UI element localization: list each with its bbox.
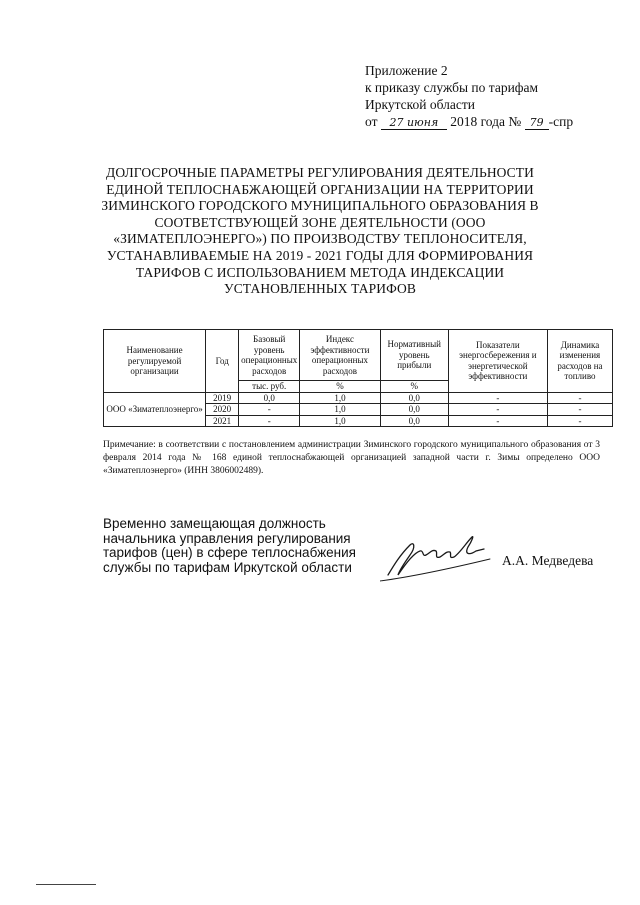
cell-year: 2021	[206, 415, 239, 427]
appendix-date-line	[365, 113, 573, 130]
cell-energy: -	[448, 415, 547, 427]
cell-base: -	[239, 415, 300, 427]
header-org: Наименование регулируемой организации	[104, 330, 206, 393]
signature-image	[380, 525, 500, 585]
signer-position: Временно замещающая должность начальника управления регулирования тарифов (цен) в сфере теплоснабжения службы по тарифам Иркутской области	[103, 516, 356, 575]
table-row	[104, 392, 613, 404]
cell-base: -	[239, 404, 300, 416]
appendix-suffix: -спр	[548, 114, 574, 129]
signer-name: А.А. Медведева	[502, 553, 594, 568]
org-name-cell: ООО «Зиматеплоэнерго»	[104, 392, 206, 427]
handwritten-order-number: 79	[525, 117, 549, 130]
unit-profit: %	[380, 381, 448, 393]
signature-stroke	[388, 537, 484, 575]
handwritten-date: 27 июня	[381, 117, 447, 130]
unit-base: тыс. руб.	[239, 381, 300, 393]
header-index: Индекс эффективности операционных расходов	[300, 330, 381, 381]
appendix-prefix: от	[365, 114, 378, 129]
header-year: Год	[206, 330, 239, 393]
appendix-order-ref: к приказу службы по тарифам	[365, 80, 539, 95]
cell-energy: -	[448, 392, 547, 404]
cell-fuel: -	[547, 415, 612, 427]
parameters-table	[103, 329, 613, 427]
footnote: Примечание: в соответствии с постановлением администрации Зиминского городского муниципального образования от 3 февраля 2014 года № 168 единой теплоснабжающей организацией западной части г. Зимы определено ООО «Зиматеплоэнерго» (ИНН 3806002489).	[103, 440, 600, 476]
appendix-region: Иркутской области	[365, 97, 476, 112]
header-profit: Нормативный уровень прибыли	[380, 330, 448, 381]
header-base: Базовый уровень операционных расходов	[239, 330, 300, 381]
unit-index: %	[300, 381, 381, 393]
appendix-year: 2018 года №	[450, 114, 522, 129]
appendix-title: Приложение 2	[365, 63, 448, 78]
footer-line	[36, 884, 96, 885]
cell-profit: 0,0	[380, 415, 448, 427]
cell-fuel: -	[547, 404, 612, 416]
header-energy: Показатели энергосбережения и энергетической эффективности	[448, 330, 547, 393]
cell-index: 1,0	[300, 404, 381, 416]
table-header-row	[104, 330, 613, 381]
cell-year: 2019	[206, 392, 239, 404]
cell-profit: 0,0	[380, 392, 448, 404]
header-fuel: Динамика изменения расходов на топливо	[547, 330, 612, 393]
document-title: ДОЛГОСРОЧНЫЕ ПАРАМЕТРЫ РЕГУЛИРОВАНИЯ ДЕЯТЕЛЬНОСТИ ЕДИНОЙ ТЕПЛОСНАБЖАЮЩЕЙ ОРГАНИЗАЦИИ НА ТЕРРИТОРИИ ЗИМИНСКОГО ГОРОДСКОГО МУНИЦИПАЛЬНОГО ОБРАЗОВАНИЯ В СООТВЕТСТВУЮЩЕЙ ЗОНЕ ДЕЯТЕЛЬНОСТИ (ООО «ЗИМАТЕПЛОЭНЕРГО») ПО ПРОИЗВОДСТВУ ТЕПЛОНОСИТЕЛЯ, УСТАНАВЛИВАЕМЫЕ НА 2019 - 2021 ГОДЫ ДЛЯ ФОРМИРОВАНИЯ ТАРИФОВ С ИСПОЛЬЗОВАНИЕМ МЕТОДА ИНДЕКСАЦИИ УСТАНОВЛЕННЫХ ТАРИФОВ	[101, 165, 539, 297]
cell-base: 0,0	[239, 392, 300, 404]
cell-fuel: -	[547, 392, 612, 404]
cell-year: 2020	[206, 404, 239, 416]
appendix-block	[365, 62, 573, 130]
cell-index: 1,0	[300, 415, 381, 427]
cell-index: 1,0	[300, 392, 381, 404]
cell-profit: 0,0	[380, 404, 448, 416]
cell-energy: -	[448, 404, 547, 416]
